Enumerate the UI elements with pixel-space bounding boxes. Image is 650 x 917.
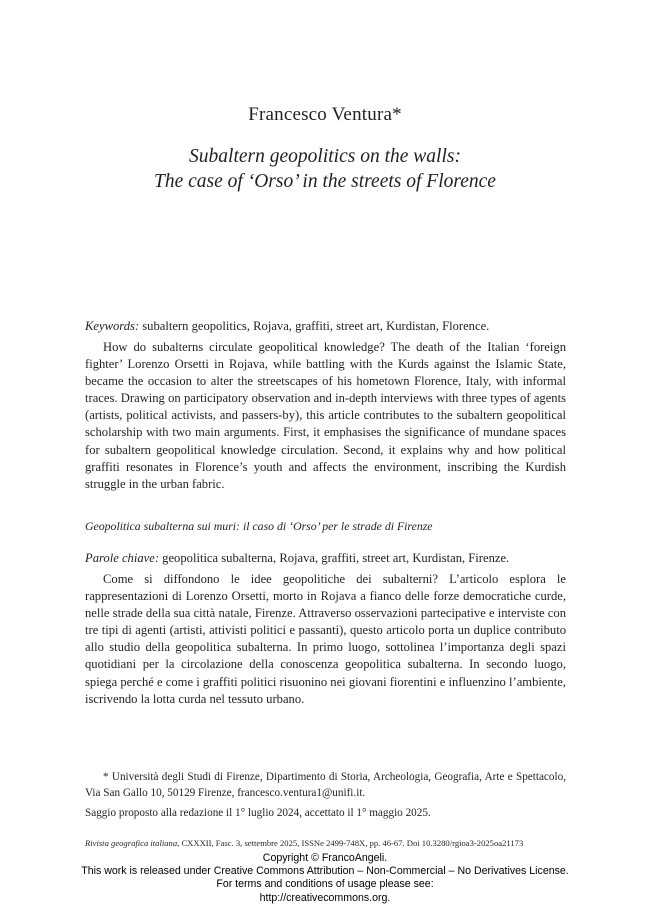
license-line-2: This work is released under Creative Commons Attribution – Non-Commercial – No Derivatives License. xyxy=(81,865,569,878)
italian-title: Geopolitica subalterna sui muri: il caso di ‘Orso’ per le strade di Firenze xyxy=(85,519,433,533)
license-link[interactable]: http://creativecommons.org. xyxy=(259,891,391,904)
article-title xyxy=(0,144,650,194)
english-abstract: How do subalterns circulate geopolitical knowledge? The death of the Italian ‘foreign fighter’ Lorenzo Orsetti in Rojava, while battling with the Kurds against the Islamic State, became the occasion to alter the streetscapes of his hometown Florence, Italy, with informal traces. Drawing on participatory observation and in-depth interviews with three types of agents (artists, political activists, and passers-by), this article contributes to the subaltern geopolitical scholarship with two main arguments. First, it emphasises the significance of mundane spaces for subaltern geopolitical knowledge circulation. Second, it explains why and how political graffiti resonates in Florence’s youth and affects the environment, inscribing the Kurdish struggle in the urban fabric. xyxy=(85,340,566,491)
english-keywords-list: subaltern geopolitics, Rojava, graffiti, street art, Kurdistan, Florence. xyxy=(139,319,490,333)
license-line-3: For terms and conditions of usage please see: xyxy=(216,878,434,891)
journal-name: Rivista geografica italiana xyxy=(85,838,178,848)
journal-running-footer xyxy=(85,838,566,848)
italian-keywords-label: Parole chiave: xyxy=(85,551,160,565)
license-notice xyxy=(0,852,650,905)
author-affiliation-footnote: * Università degli Studi di Firenze, Dipartimento di Storia, Archeologia, Geografia, Arte e Spettacolo, Via San Gallo 10, 50129 Firenze, francesco.ventura1@unifi.it. xyxy=(85,771,566,799)
article-title-line-2: The case of ‘Orso’ in the streets of Florence xyxy=(154,171,496,192)
license-line-1: Copyright © FrancoAngeli. xyxy=(262,852,388,864)
article-title-line-1: Subaltern geopolitics on the walls: xyxy=(189,146,461,167)
english-keywords xyxy=(85,318,566,335)
author-name: Francesco Ventura* xyxy=(248,104,402,125)
italian-keywords xyxy=(85,550,566,567)
english-keywords-label: Keywords: xyxy=(85,319,140,333)
journal-details: , CXXXII, Fasc. 3, settembre 2025, ISSNe 2499-748X, pp. 46-67. Doi 10.3280/rgioa3-2025oa21173 xyxy=(177,838,524,848)
italian-keywords-list: geopolitica subalterna, Rojava, graffiti, street art, Kurdistan, Firenze. xyxy=(159,551,510,565)
italian-abstract: Come si diffondono le idee geopolitiche dei subalterni? L’articolo esplora le rappresentazioni di Lorenzo Orsetti, morto in Rojava a fianco delle forze democratiche curde, nelle strade della sua città natale, Firenze. Attraverso osservazioni partecipative e interviste con tre tipi di agenti (artisti, attivisti politici e passanti), questo articolo porta un duplice contributo allo studio della geopolitica subalterna. In primo luogo, sottolinea l’importanza degli spazi quotidiani per la circolazione della conoscenza geopolitica subalterna. In secondo luogo, spiega perché e come i graffiti politici risuonino nei giovani fiorentini e influenzino l’ambiente, iscrivendo la lotta curda nel tessuto urbano. xyxy=(85,572,566,706)
submission-dates: Saggio proposto alla redazione il 1° luglio 2024, accettato il 1° maggio 2025. xyxy=(85,807,431,819)
